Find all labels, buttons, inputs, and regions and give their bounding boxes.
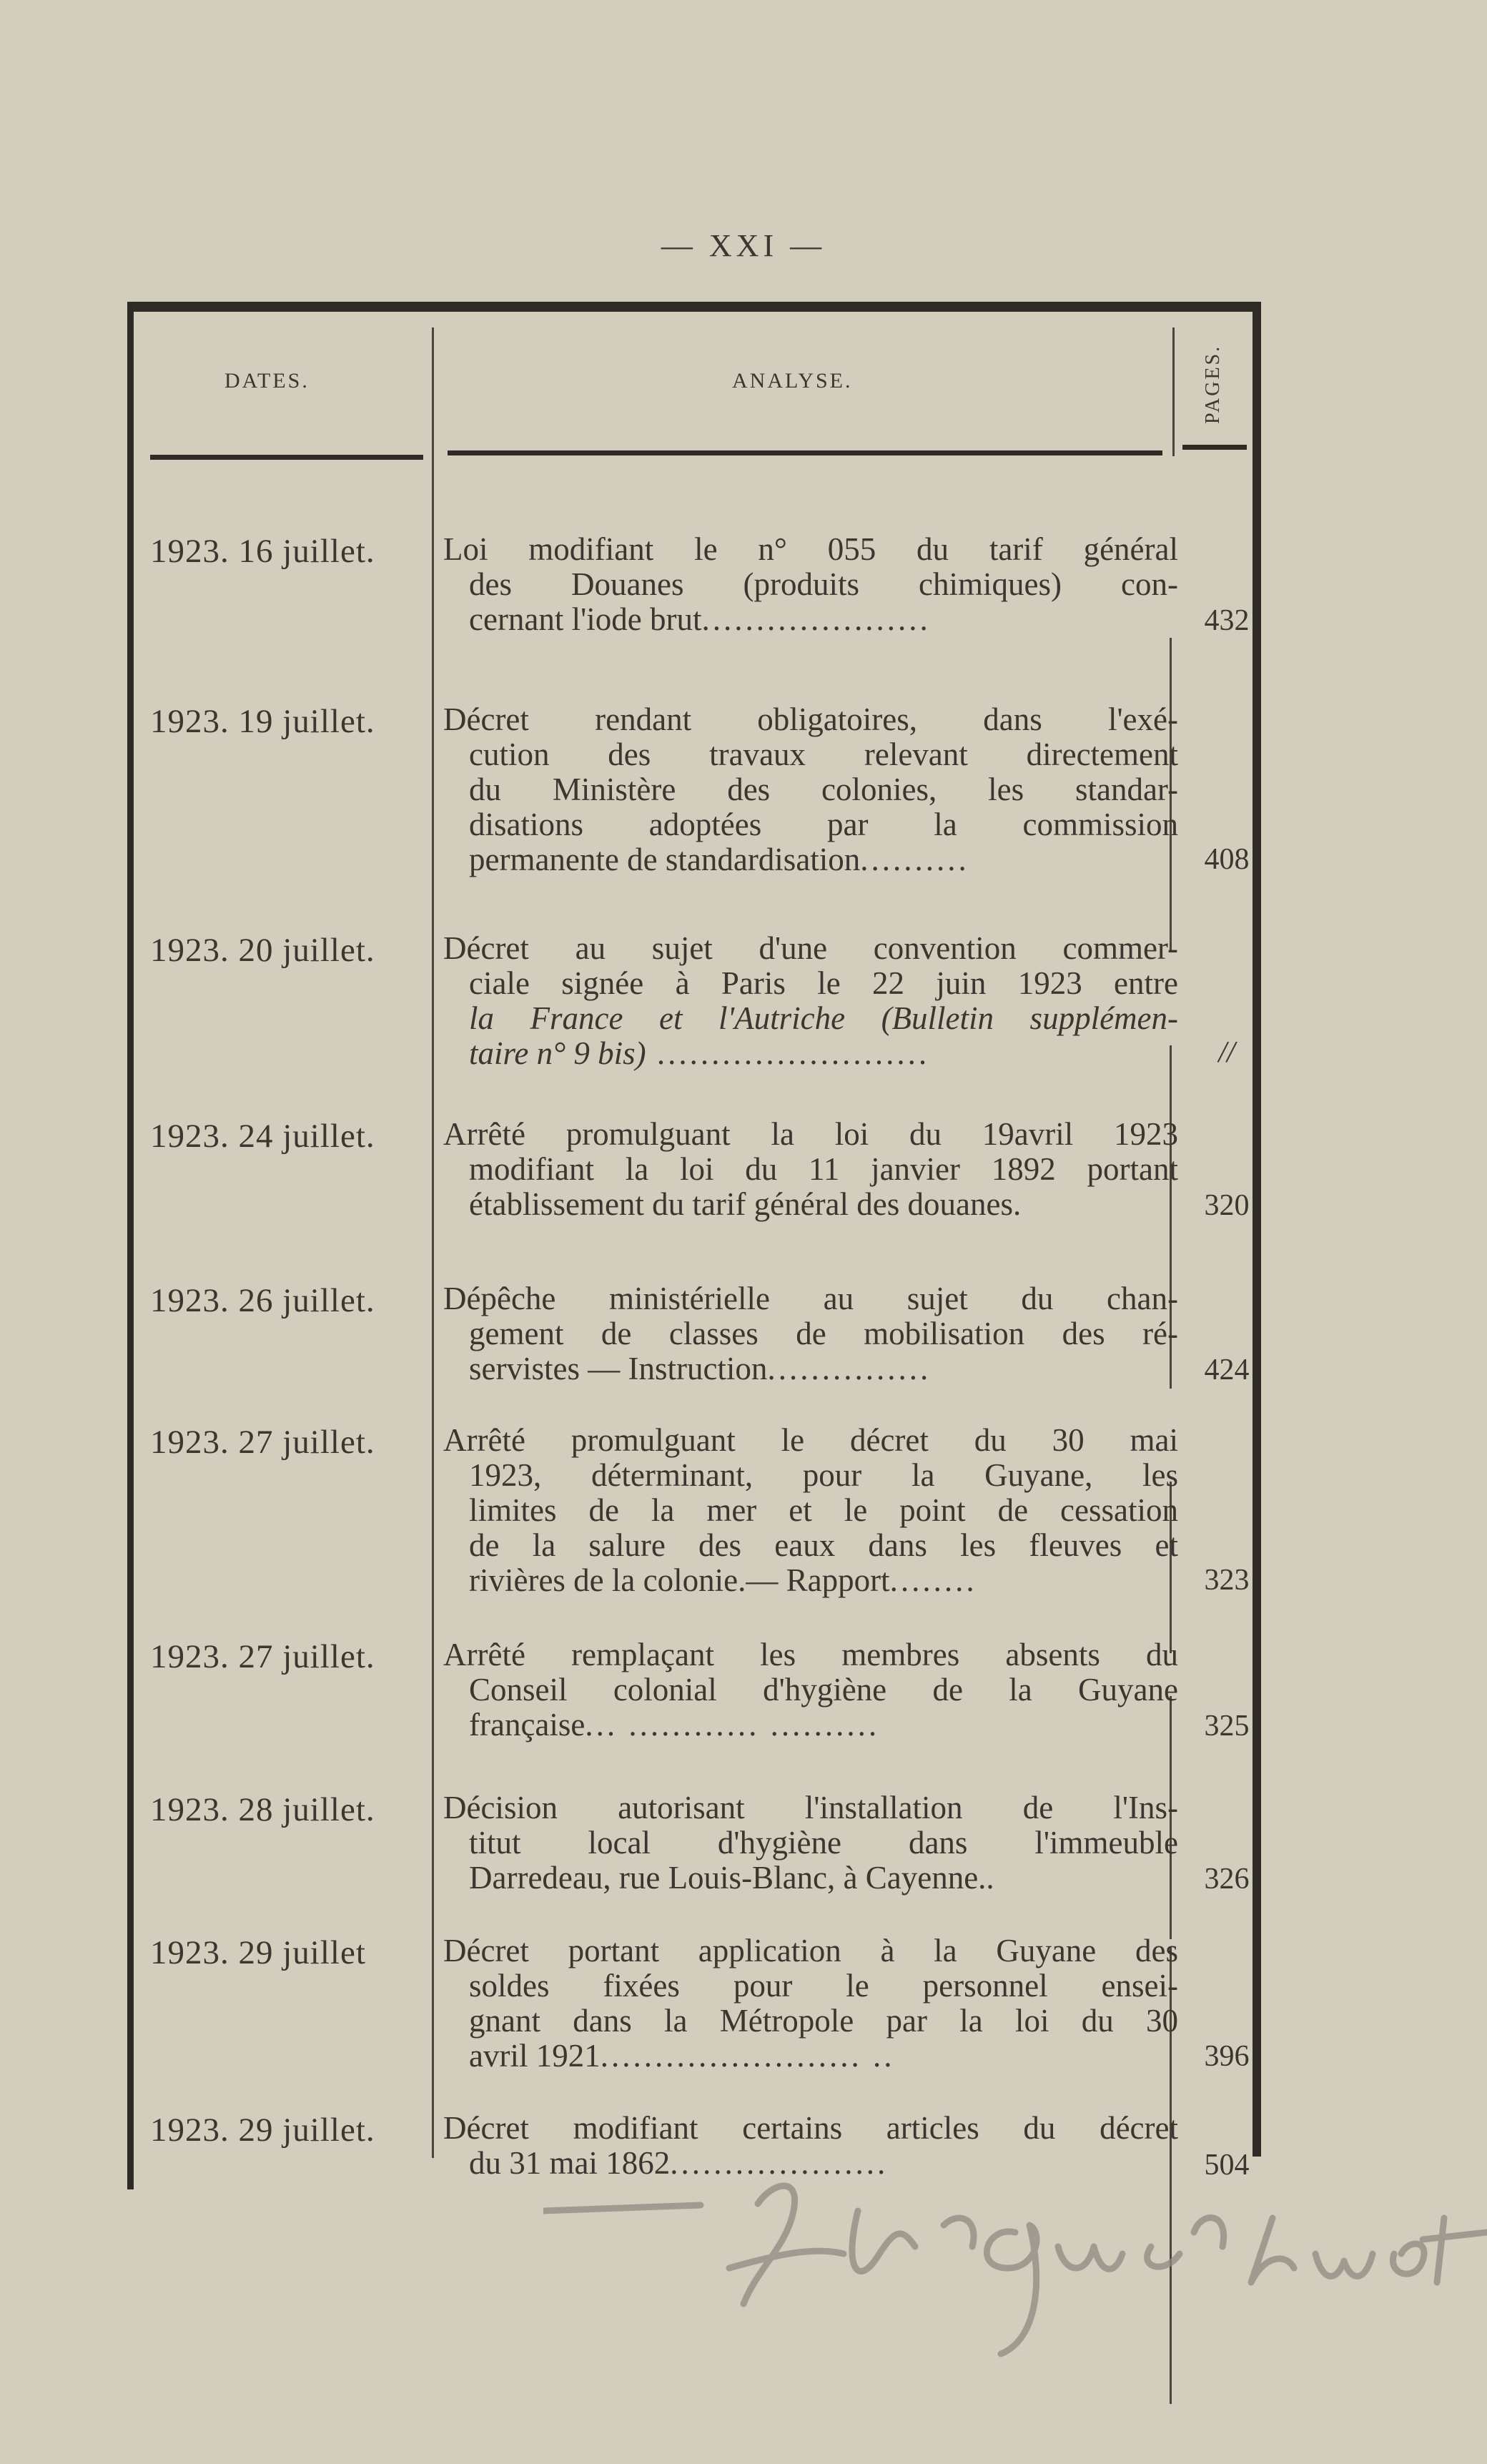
left-rule [127,302,134,2189]
entry-page: 323 [1204,1564,1250,1597]
entry-page: 408 [1204,843,1250,876]
column-divider-dates [432,327,434,2158]
entry-analyse: Décision autorisant l'installation de l'Ins- titut local d'hygiène dans l'immeuble Darredeau, rue Louis-Blanc, à Cayenne.. [443,1790,1178,1896]
entry-page: 325 [1204,1710,1250,1743]
header-rule-pages [1182,445,1247,450]
entry-analyse: Décret au sujet d'une convention commer- ciale signée à Paris le 22 juin 1923 entre la France et l'Autriche (Bulletin supplémen- taire n° 9 bis) ......................... [443,931,1178,1071]
entry-analyse: Décret modifiant certains articles du décret du 31 mai 1862.................... [443,2111,1178,2181]
entry-page: 504 [1204,2149,1250,2182]
entry-analyse: Loi modifiant le n° 055 du tarif général des Douanes (produits chimiques) con- cernant l'iode brut..................... [443,532,1178,637]
pencil-annotation [543,2168,1487,2368]
entry-analyse: Arrêté remplaçant les membres absents du Conseil colonial d'hygiène de la Guyane française... ............ .......... [443,1637,1178,1743]
column-header-analyse: ANALYSE. [732,369,853,393]
entry-analyse: Dépêche ministérielle au sujet du chan- gement de classes de mobilisation des ré- servistes — Instruction............... [443,1281,1178,1386]
column-header-pages: PAGES. [1202,344,1224,424]
entry-date: 1923. 24 juillet. [150,1118,375,1155]
entry-date: 1923. 20 juillet. [150,932,375,969]
entry-page: 326 [1204,1863,1250,1896]
entry-analyse: Décret rendant obligatoires, dans l'exé- cution des travaux relevant directement du Ministère des colonies, les standar- disations adoptées par la commission permanente de standardisation.......... [443,702,1178,877]
entry-page: 424 [1204,1354,1250,1386]
entry-analyse: Arrêté promulguant la loi du 19avril 1923 modifiant la loi du 11 janvier 1892 portant établissement du tarif général des douanes. [443,1117,1178,1222]
column-header-dates: DATES. [224,369,310,393]
entry-date: 1923. 26 juillet. [150,1282,375,1319]
entry-page: 320 [1204,1189,1250,1222]
top-rule [127,302,1261,312]
entry-date: 1923. 29 juillet. [150,2111,375,2149]
entry-page: 396 [1204,2040,1250,2073]
page-number: — XXI — [661,228,826,263]
entry-date: 1923. 27 juillet. [150,1424,375,1461]
entry-date: 1923. 27 juillet. [150,1638,375,1675]
entry-analyse: Arrêté promulguant le décret du 30 mai 1923, déterminant, pour la Guyane, les limites de la mer et le point de cessation de la salure des eaux dans les fleuves et rivières de la colonie.— Rapport........ [443,1423,1178,1598]
header-rule-analyse [448,450,1162,455]
table-frame [127,302,1261,2189]
entry-date: 1923. 16 juillet. [150,533,375,570]
header-rule-dates [150,455,423,460]
column-divider-pages-head [1172,327,1175,456]
entry-date: 1923. 28 juillet. [150,1791,375,1828]
entry-page: 432 [1204,604,1250,637]
entry-date: 1923. 19 juillet. [150,703,375,740]
entry-analyse: Décret portant application à la Guyane des soldes fixées pour le personnel ensei- gnant dans la Métropole par la loi du 30 avril 1921........................ .. [443,1933,1178,2074]
entry-date: 1923. 29 juillet [150,1934,366,1971]
entry-page: // [1218,1036,1235,1069]
